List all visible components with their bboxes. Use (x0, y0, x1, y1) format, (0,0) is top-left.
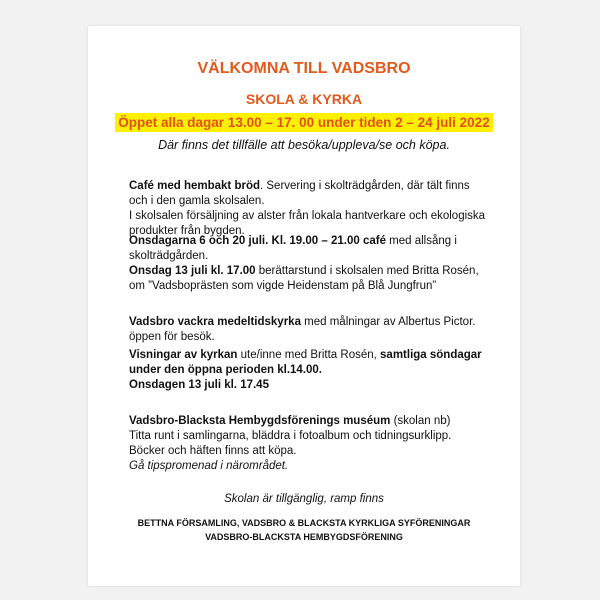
tours-heading: Visningar av kyrkan (129, 349, 238, 361)
tours-mid: ute/inne med Britta Rosén, (237, 349, 381, 361)
wednesday-heading: Onsdagarna 6 och 20 juli. Kl. 19.00 – 21.00 café (129, 235, 386, 247)
museum-heading: Vadsbro-Blacksta Hembygdsförenings muséum (129, 415, 391, 427)
cafe-heading: Café med hembakt bröd (129, 180, 260, 192)
wednesday-line-2: skolträdgården. (129, 250, 209, 262)
cafe-line-2: och i den gamla skolsalen. (129, 195, 265, 207)
museum-line-2: Titta runt i samlingarna, bläddra i fotoalbum och tidningsurklipp. (129, 430, 452, 442)
church-section (129, 315, 509, 345)
intro-text: Där finns det tillfälle att besöka/uppleva/se och köpa. (158, 138, 450, 152)
tours-line-3: Onsdagen 13 juli kl. 17.45 (129, 379, 269, 391)
cafe-line-3: I skolsalen försäljning av alster från lokala hantverkare och ekologiska (129, 210, 486, 222)
museum-line-3: Böcker och häften finns att köpa. (129, 445, 297, 457)
story-rest: berättarstund i skolsalen med Britta Rosén, (255, 265, 479, 277)
church-line-1 (129, 315, 509, 330)
organizers-line-2: VADSBRO-BLACKSTA HEMBYGDSFÖRENING (205, 532, 403, 542)
church-rest: med målningar av Albertus Pictor. (300, 316, 476, 328)
museum-section (129, 414, 509, 474)
events-section (129, 234, 509, 294)
tours-line-2: under den öppna perioden kl.14.00. (129, 364, 322, 376)
page-title: VÄLKOMNA TILL VADSBRO (197, 60, 411, 77)
opening-hours-highlight: Öppet alla dagar 13.00 – 17. 00 under tiden 2 – 24 juli 2022 (115, 113, 492, 132)
church-line-2: öppen för besök. (129, 331, 215, 343)
story-line-2: om ”Vadsboprästen som vigde Heidenstam på Blå Jungfrun” (129, 280, 437, 292)
cafe-line-4: produkter från bygden. (129, 225, 245, 237)
story-heading: Onsdag 13 juli kl. 17.00 (129, 265, 256, 277)
wednesday-line (129, 234, 509, 249)
tours-line-1 (129, 348, 509, 363)
tours-section (129, 348, 509, 393)
document-page (88, 26, 520, 586)
museum-rest: (skolan nb) (390, 415, 451, 427)
organizers-line-1: BETTNA FÖRSAMLING, VADSBRO & BLACKSTA KYRKLIGA SYFÖRENINGAR (137, 518, 471, 528)
page-subtitle: SKOLA & KYRKA (245, 91, 363, 107)
wednesday-rest: med allsång i (385, 235, 457, 247)
museum-line-1 (129, 414, 509, 429)
cafe-line-1-rest: . Servering i skolträdgården, där tält finns (260, 180, 470, 192)
cafe-section (129, 179, 509, 239)
accessibility-note: Skolan är tillgänglig, ramp finns (224, 493, 384, 505)
opening-hours-row (88, 113, 520, 132)
cafe-line-1 (129, 179, 509, 194)
museum-line-4: Gå tipspromenad i närområdet. (129, 460, 289, 472)
tours-sundays: samtliga söndagar (380, 349, 482, 361)
church-heading: Vadsbro vackra medeltidskyrka (129, 316, 301, 328)
story-line (129, 264, 509, 279)
